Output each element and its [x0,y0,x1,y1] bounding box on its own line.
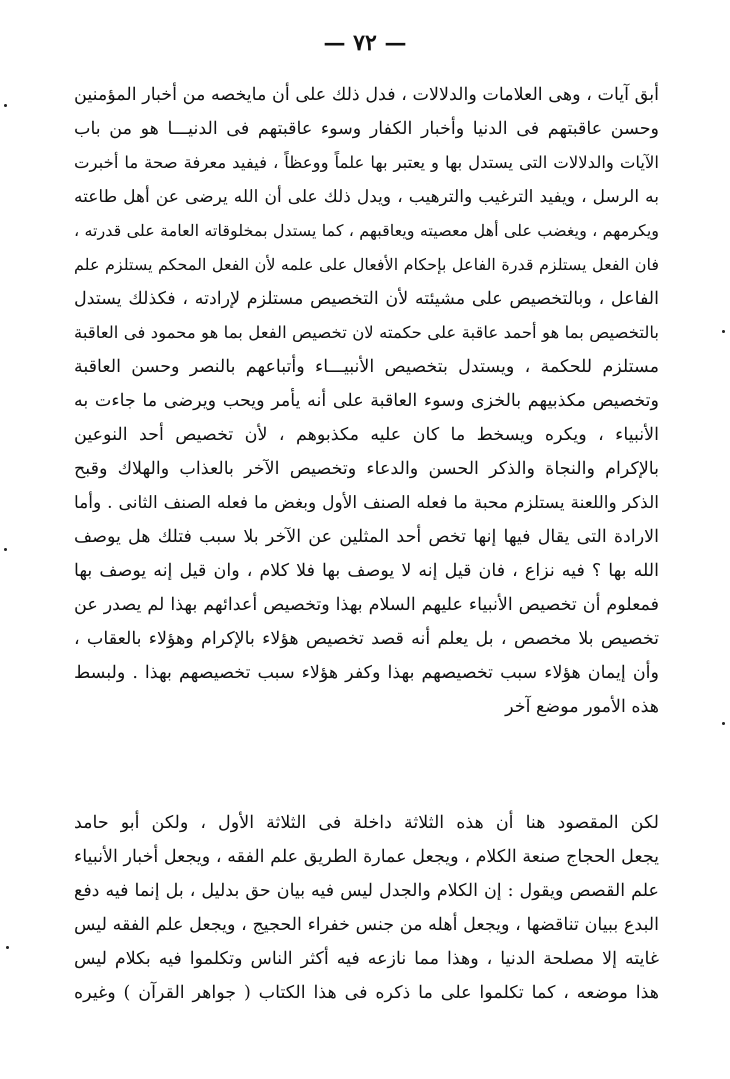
text-line: غايته إلا مصلحة الدنيا ، وهذا مما نازعه فيه أكثر الناس وتكلموا فيه بكلام ليس [74,949,659,969]
text-line: وتخصيص مكذبيهم بالخزى وسوء العاقبة على أنه يأمر ويحب ويرضى ما جاءت به [74,391,659,411]
text-line: الآيات والدلالات التى يستدل بها و يعتبر بها علماً ووعظاً ، فيفيد معرفة صحة ما أخبرت [74,153,659,172]
text-line: يجعل الحجاج صنعة الكلام ، ويجعل عمارة الطريق علم الفقه ، ويجعل أخبار الأنبياء [74,847,659,867]
text-line: علم القصص ويقول : إن الكلام والجدل ليس فيه بيان حق بدليل ، بل إنما فيه دفع [74,881,659,901]
text-line: فان الفعل يستلزم قدرة الفاعل بإحكام الأفعال على علمه لأن الفعل المحكم يستلزم علم [74,255,659,274]
text-line: الله بها ؟ فيه نزاع ، فان قيل إنه لا يوصف بها فلا كلام ، وان قيل إنه يوصف بها [74,561,659,581]
text-line: أبق آيات ، وهى العلامات والدلالات ، فدل ذلك على أن مايخصه من أخبار المؤمنين [74,85,659,105]
scan-speck [722,722,725,725]
text-line: الارادة التى يقال فيها إنها تخص أحد المثلين عن الآخر بلا سبب فتلك هل يوصف [74,527,659,547]
text-line: تخصيص بلا مخصص ، بل يعلم أنه قصد تخصيص هؤلاء بالإكرام وهؤلاء بالعقاب ، [74,629,659,649]
text-line: وحسن عاقبتهم فى الدنيا وأخبار الكفار وسوء عاقبتهم فى الدنيـــا هو من باب [74,119,659,139]
scan-speck [722,330,725,333]
page-number: — ٧٢ — [323,30,407,56]
text-line: الفاعل ، وبالتخصيص على مشيئته لأن التخصيص مستلزم لإرادته ، فكذلك يستدل [74,289,659,309]
scan-speck [4,548,7,551]
text-line: الذكر واللعنة يستلزم محبة ما فعله الصنف الأول وبغض ما فعله الصنف الثانى . وأما [74,493,659,513]
text-line: لكن المقصود هنا أن هذه الثلاثة داخلة فى الثلاثة الأول ، ولكن أبو حامد [74,813,659,833]
text-line: وأن إيمان هؤلاء سبب تخصيصهم بهذا وكفر هؤلاء سبب تخصيصهم بهذا . ولبسط [74,663,659,683]
text-line: هذه الأمور موضع آخر [505,697,659,717]
paragraph-2 [74,806,659,1010]
text-line: هذا موضعه ، كما تكلموا على ما ذكره فى هذا الكتاب ( جواهر القرآن ) وغيره [74,983,659,1003]
scan-speck [4,104,7,107]
text-line: مستلزم للحكمة ، ويستدل بتخصيص الأنبيـــاء وأتباعهم بالنصر وحسن العاقبة [74,357,659,377]
text-line: ويكرمهم ، ويغضب على أهل معصيته ويعاقبهم ، كما يستدل بمخلوقاته العامة على قدرته ، [74,221,659,240]
text-line: فمعلوم أن تخصيص الأنبياء عليهم السلام بهذا وتخصيص أعدائهم بهذا لم يصدر عن [74,595,659,615]
scan-speck [6,946,9,949]
text-line: بالإكرام والنجاة والذكر الحسن والدعاء وتخصيص الآخر بالعذاب والهلاك وقبح [74,459,659,479]
text-line: الأنبياء ، ويكره ويسخط ما كان عليه مكذبوهم ، لأن تخصيص أحد النوعين [74,425,659,445]
paragraph-1 [74,78,659,724]
text-line: البدع ببيان تناقضها ، ويجعل أهله من جنس خفراء الحجيج ، ويجعل علم الفقه ليس [74,915,659,935]
text-line: به الرسل ، ويفيد الترغيب والترهيب ، ويدل ذلك على أن الله يرضى عن أهل طاعته [74,187,659,207]
text-line: بالتخصيص بما هو أحمد عاقبة على حكمته لان تخصيص الفعل بما هو محمود فى العاقبة [74,323,659,342]
